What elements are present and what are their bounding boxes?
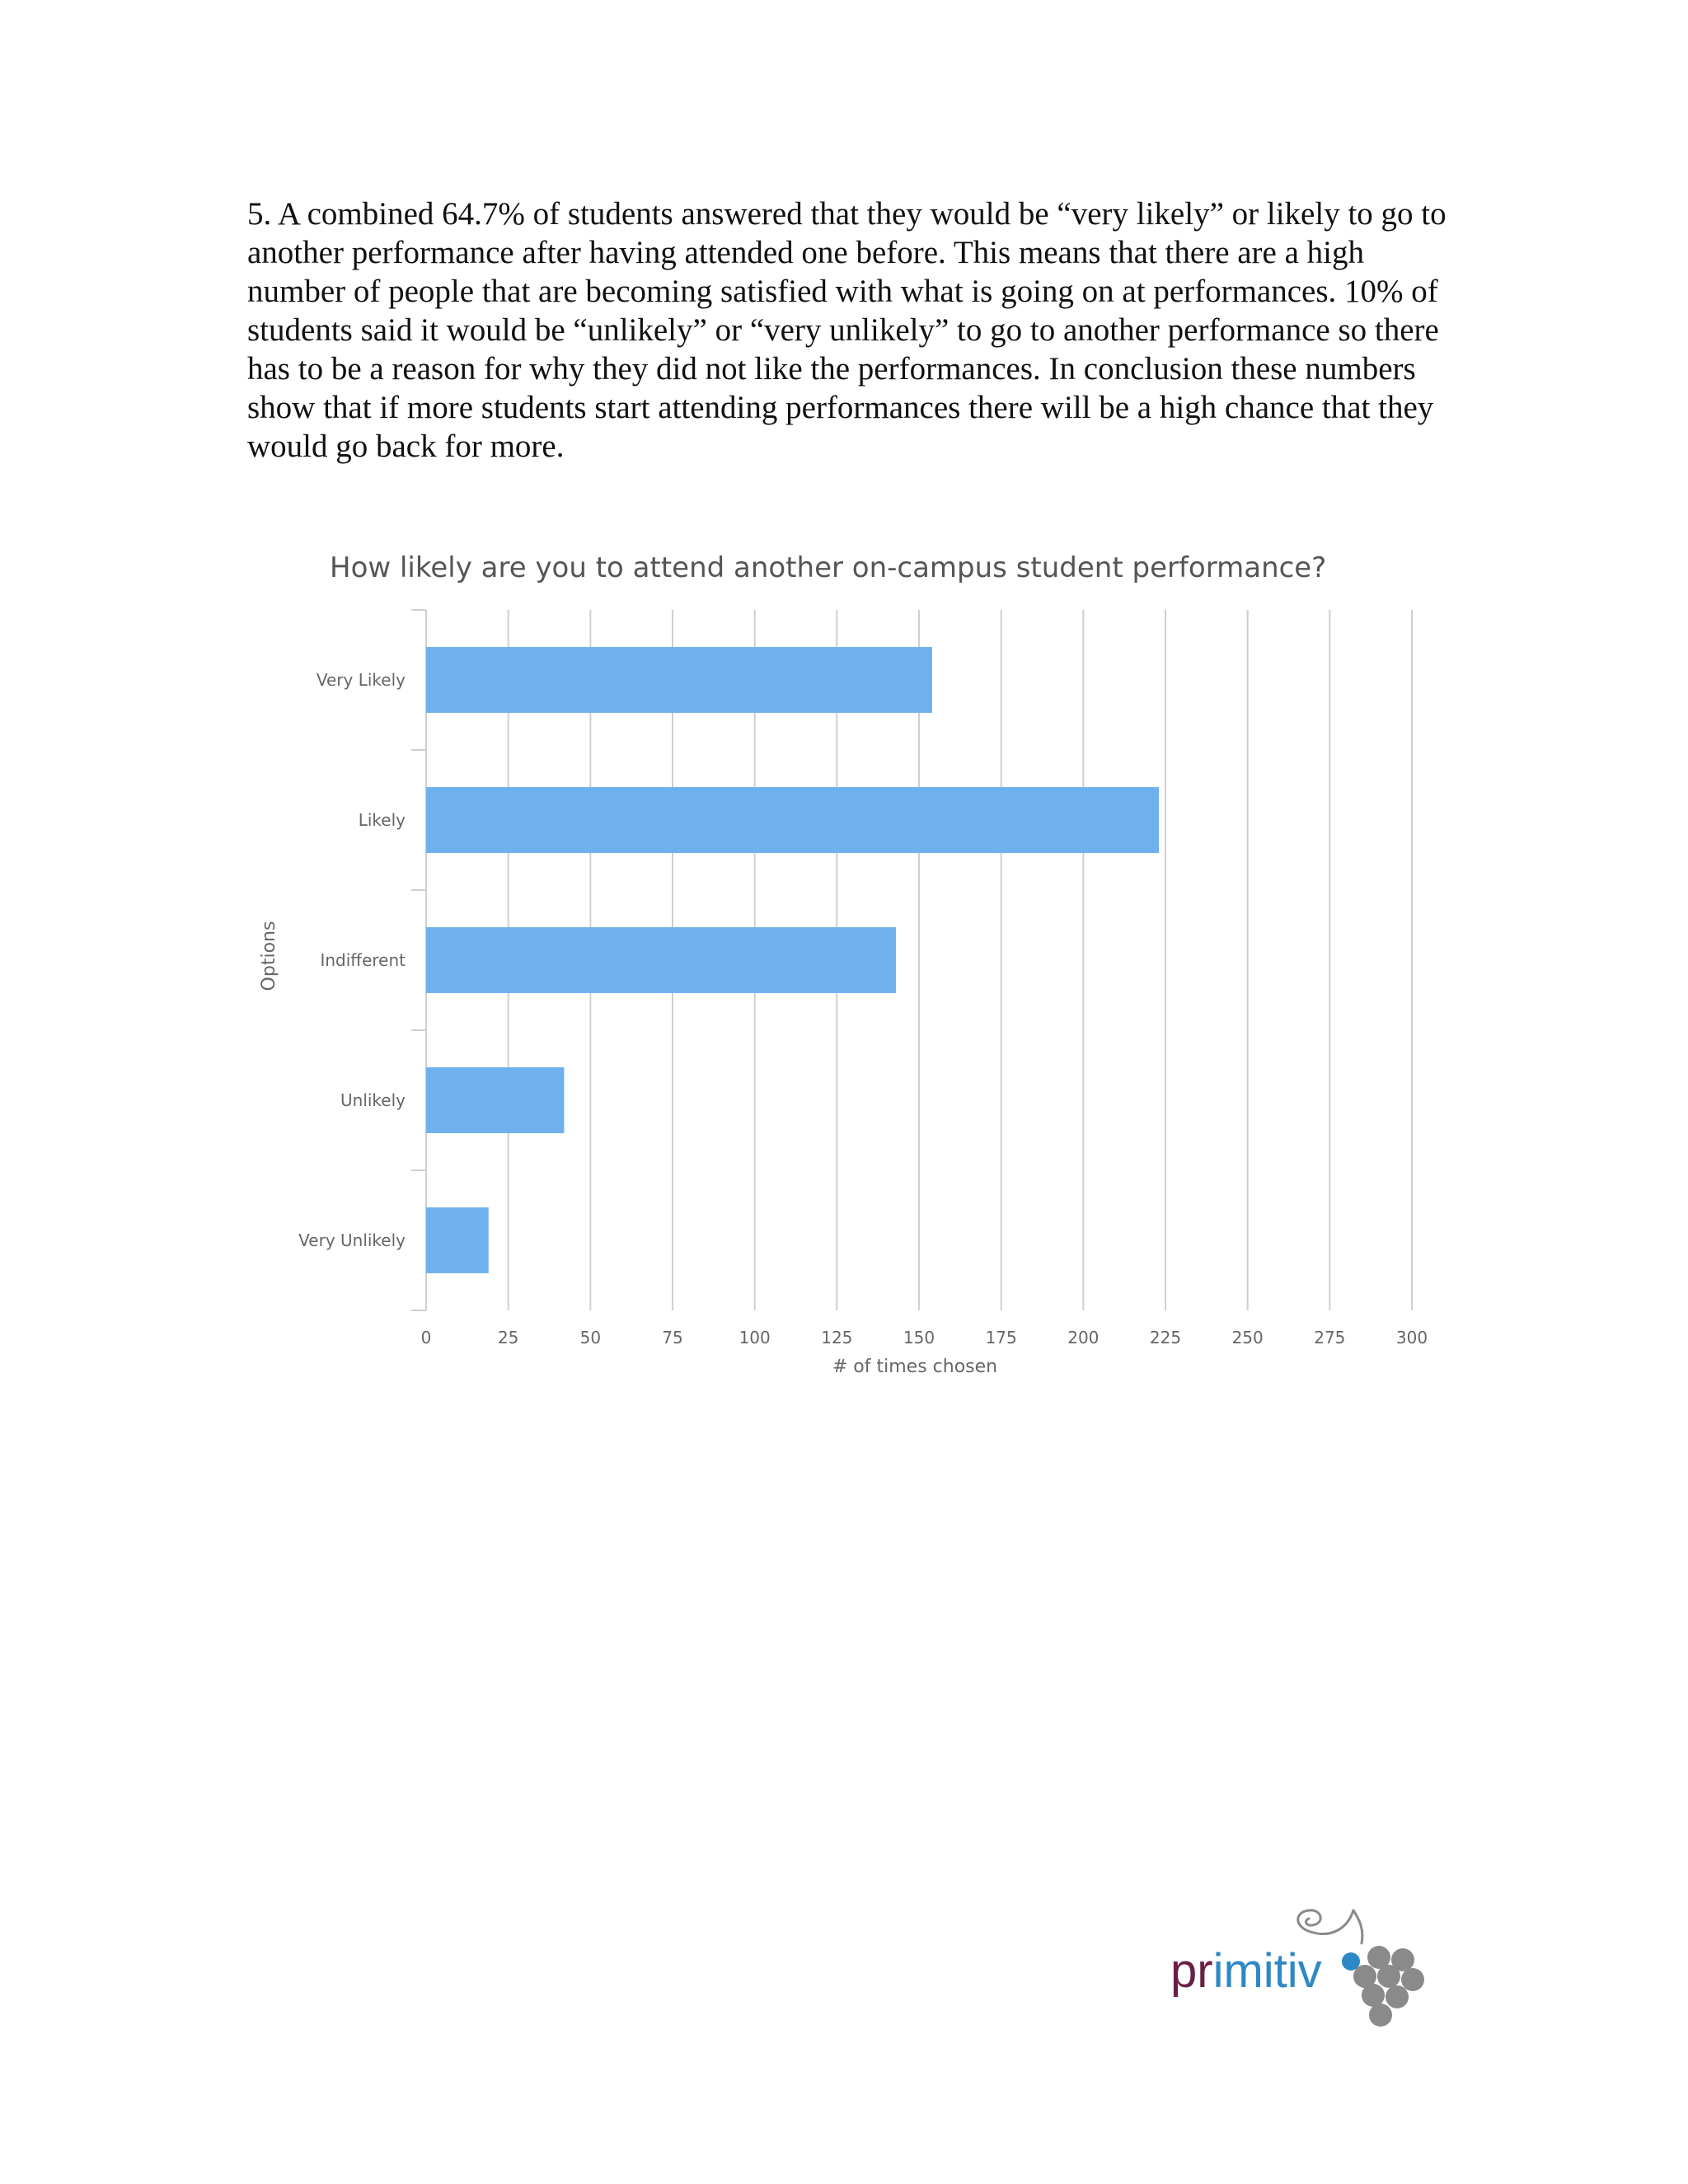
bar bbox=[426, 647, 932, 713]
category-labels bbox=[298, 670, 406, 1250]
x-tick-label: 0 bbox=[420, 1328, 432, 1347]
category-label: Unlikely bbox=[340, 1090, 406, 1110]
bars bbox=[426, 647, 1159, 1273]
bar bbox=[426, 787, 1159, 853]
x-tick-label: 175 bbox=[985, 1328, 1017, 1347]
x-tick-label: 275 bbox=[1314, 1328, 1346, 1347]
x-tick-label: 125 bbox=[821, 1328, 853, 1347]
body-paragraph: 5. A combined 64.7% of students answered that they would be “very likely” or likely to go to another performance after having attended one before. This means that there are a high number of people that are becoming satisfied with what is going on at performances. 10% of students said it would be “unlikely” or “very unlikely” to go to another performance so there has to be a reason for why they did not like the performances. In conclusion these numbers show that if more students start attending performances there will be a high chance that they would go back for more. bbox=[247, 196, 1447, 464]
chart-title: How likely are you to attend another on-campus student performance? bbox=[330, 551, 1327, 584]
x-tick-label: 50 bbox=[579, 1328, 602, 1347]
x-tick-label: 75 bbox=[662, 1328, 683, 1347]
category-label: Likely bbox=[358, 810, 406, 830]
x-tick-label: 200 bbox=[1067, 1328, 1100, 1347]
category-label: Indifferent bbox=[320, 950, 406, 970]
logo-wordmark: primitiv bbox=[1170, 1944, 1322, 1998]
x-axis-title: # of times chosen bbox=[832, 1357, 998, 1377]
x-tick-label: 225 bbox=[1149, 1328, 1182, 1347]
bar bbox=[426, 927, 896, 993]
x-tick-label: 250 bbox=[1231, 1328, 1264, 1347]
y-axis-title: Options bbox=[259, 921, 279, 991]
category-label: Very Unlikely bbox=[298, 1230, 406, 1250]
category-label: Very Likely bbox=[316, 670, 406, 690]
x-tick-label: 150 bbox=[903, 1328, 935, 1347]
x-tick-label: 25 bbox=[497, 1328, 519, 1347]
x-tick-label: 100 bbox=[738, 1328, 771, 1347]
x-tick-label: 300 bbox=[1395, 1328, 1428, 1347]
bar bbox=[426, 1067, 564, 1133]
x-tick-labels bbox=[421, 1328, 1428, 1347]
primitivo-logo bbox=[1170, 1896, 1442, 2036]
bar bbox=[426, 1207, 489, 1273]
